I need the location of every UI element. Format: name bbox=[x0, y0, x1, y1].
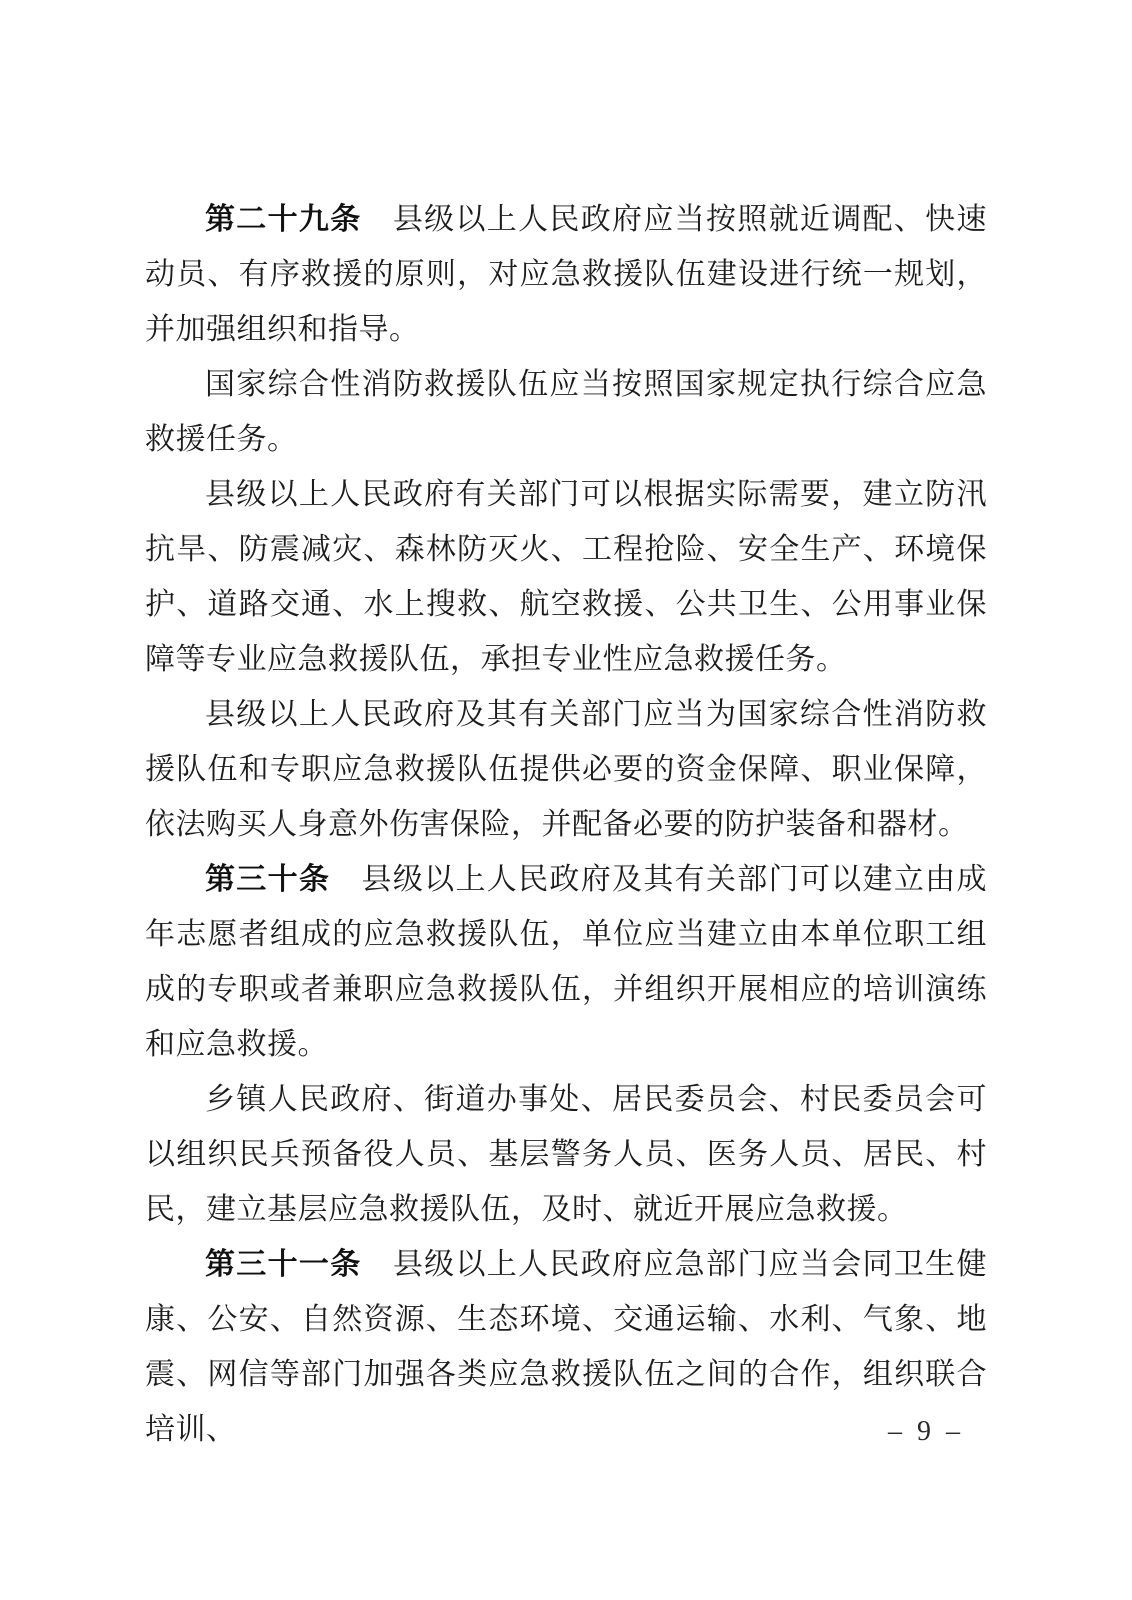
paragraph bbox=[145, 852, 987, 1072]
paragraph-text: 乡镇人民政府、街道办事处、居民委员会、村民委员会可以组织民兵预备役人员、基层警务人员、医务人员、居民、村民，建立基层应急救援队伍，及时、就近开展应急救援。 bbox=[145, 1083, 987, 1226]
paragraph-text: 县级以上人民政府有关部门可以根据实际需要，建立防汛抗旱、防震减灾、森林防灭火、工程抢险、安全生产、环境保护、道路交通、水上搜救、航空救援、公共卫生、公用事业保障等专业应急救援队伍，承担专业性应急救援任务。 bbox=[145, 478, 987, 676]
paragraph bbox=[145, 1237, 987, 1457]
article-heading: 第二十九条 bbox=[205, 203, 362, 236]
article-heading: 第三十一条 bbox=[205, 1248, 362, 1281]
paragraph-text: 县级以上人民政府及其有关部门可以建立由成年志愿者组成的应急救援队伍，单位应当建立由本单位职工组成的专职或者兼职应急救援队伍，并组织开展相应的培训演练和应急救援。 bbox=[145, 863, 987, 1061]
paragraph-text: 国家综合性消防救援队伍应当按照国家规定执行综合应急救援任务。 bbox=[145, 368, 987, 456]
paragraph bbox=[145, 467, 987, 687]
paragraph bbox=[145, 687, 987, 852]
paragraph bbox=[145, 357, 987, 467]
paragraph-text: 县级以上人民政府及其有关部门应当为国家综合性消防救援队伍和专职应急救援队伍提供必要的资金保障、职业保障，依法购买人身意外伤害保险，并配备必要的防护装备和器材。 bbox=[145, 698, 987, 841]
text-block bbox=[145, 192, 987, 1457]
paragraph bbox=[145, 1072, 987, 1237]
paragraph-text: 县级以上人民政府应当按照就近调配、快速动员、有序救援的原则，对应急救援队伍建设进行统一规划，并加强组织和指导。 bbox=[145, 203, 987, 346]
article-heading: 第三十条 bbox=[205, 863, 331, 896]
page-number: – 9 – bbox=[888, 1416, 964, 1447]
paragraph-text: 县级以上人民政府应急部门应当会同卫生健康、公安、自然资源、生态环境、交通运输、水利、气象、地震、网信等部门加强各类应急救援队伍之间的合作，组织联合培训、 bbox=[145, 1248, 987, 1446]
paragraph bbox=[145, 192, 987, 357]
